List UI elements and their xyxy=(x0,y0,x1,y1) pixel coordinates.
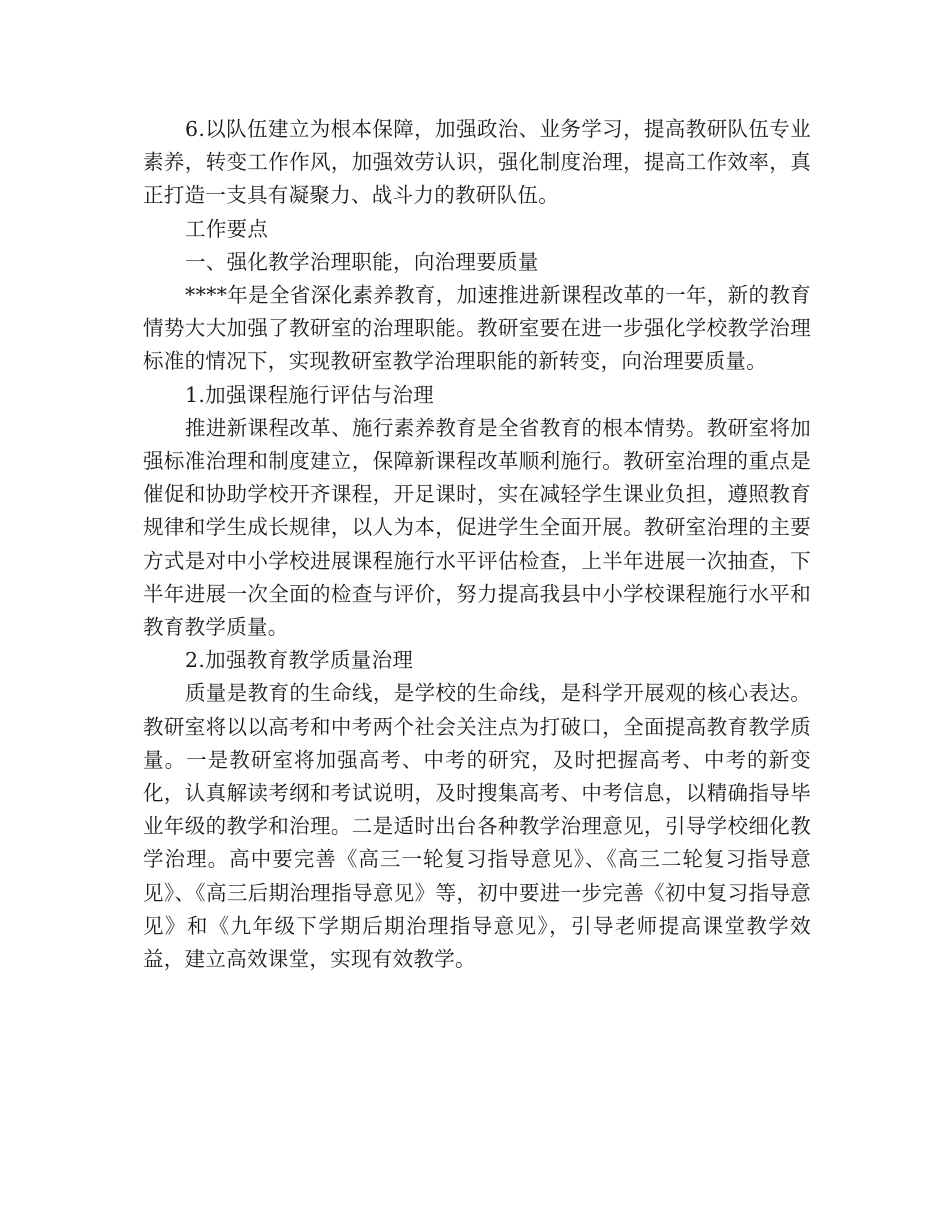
section-title-work-points: 工作要点 xyxy=(185,216,269,241)
paragraph-team-building: 6.以队伍建立为根本保障，加强政治、业务学习，提高教研队伍专业素养，转变工作作风，加强效劳认识，强化制度治理，提高工作效率，真正打造一支具有凝聚力、战斗力的教研队伍。 xyxy=(143,117,811,208)
paragraph-curriculum-evaluation: 推进新课程改革、施行素养教育是全省教育的根本情势。教研室将加强标准治理和制度建立，保障新课程改革顺利施行。教研室治理的重点是催促和协助学校开齐课程，开足课时，实在减轻学生课业负担，遵照教育规律和学生成长规律，以人为本，促进学生全面开展。教研室治理的主要方式是对中小学校进展课程施行水平评估检查，上半年进展一次抽查，下半年进展一次全面的检查与评价，努力提高我县中小学校课程施行水平和教育教学质量。 xyxy=(143,415,811,640)
subheading-curriculum-evaluation: 1.加强课程施行评估与治理 xyxy=(185,382,434,407)
paragraph-teaching-management: ****年是全省深化素养教育，加速推进新课程改革的一年，新的教育情势大大加强了教研室的治理职能。教研室要在进一步强化学校教学治理标准的情况下，实现教研室教学治理职能的新转变，向治理要质量。 xyxy=(143,283,811,374)
paragraph-quality-management: 质量是教育的生命线，是学校的生命线，是科学开展观的核心表达。教研室将以以高考和中考两个社会关注点为打破口，全面提高教育教学质量。一是教研室将加强高考、中考的研究，及时把握高考、中考的新变化，认真解读考纲和考试说明，及时搜集高考、中考信息，以精确指导毕业年级的教学和治理。二是适时出台各种教学治理意见，引导学校细化教学治理。高中要完善《高三一轮复习指导意见》、《高三二轮复习指导意见》、《高三后期治理指导意见》等，初中要进一步完善《初中复习指导意见》和《九年级下学期后期治理指导意见》，引导老师提高课堂教学效益，建立高效课堂，实现有效教学。 xyxy=(143,681,811,972)
subheading-quality-management: 2.加强教育教学质量治理 xyxy=(185,648,414,673)
document-page xyxy=(143,113,811,976)
heading-teaching-management: 一、强化教学治理职能，向治理要质量 xyxy=(185,249,539,274)
